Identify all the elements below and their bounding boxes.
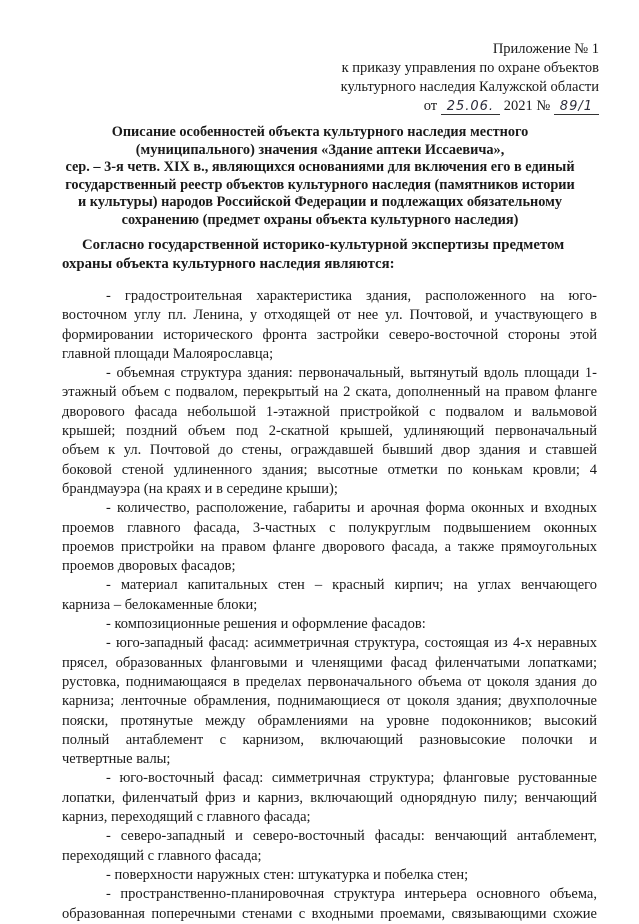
paragraph-line: карниза; ленточные обрамления, поднимающиеся от цоколя здания; двухполочные bbox=[62, 693, 597, 710]
paragraph-line: переходящий с главного фасада; bbox=[62, 847, 262, 864]
paragraph-line: - количество, расположение, габариты и арочная форма оконных и входных bbox=[106, 500, 597, 517]
list-item-paragraph bbox=[62, 827, 597, 866]
title-line: сер. – 3-я четв. XIX в., являющихся основаниями для включения его в единый bbox=[65, 159, 575, 175]
handwritten-number: 89/1 bbox=[554, 100, 599, 115]
paragraph-line: - северо-западный и северо-восточный фасады: венчающий антаблемент, bbox=[106, 828, 597, 845]
list-item-paragraph bbox=[82, 615, 597, 634]
paragraph-line: восточном углу пл. Ленина, у отходящей от нее ул. Почтовой, и участвующего в bbox=[62, 307, 597, 324]
year: 2021 bbox=[503, 98, 533, 114]
paragraph-line: этажный объем с подвалом, перекрытый на 2 ската, дополненный на правом фланге bbox=[62, 384, 597, 401]
paragraph-line: проемов дворовых фасадов; bbox=[62, 558, 236, 575]
paragraph-line: проемов пристройки на правом фланге дворового фасада, а также прямоугольных bbox=[62, 538, 597, 555]
paragraph-line: - композиционные решения и оформление фасадов: bbox=[106, 616, 426, 633]
list-item-paragraph bbox=[62, 576, 597, 615]
lead-statement bbox=[62, 236, 602, 274]
list-item-paragraph bbox=[62, 769, 597, 827]
list-item-paragraph bbox=[62, 499, 597, 576]
paragraph-line: карниза – белокаменные блоки; bbox=[62, 596, 258, 613]
paragraph-line: крышей; поздний объем под 2-скатной крышей, удлиняющий первоначальный bbox=[62, 423, 597, 440]
paragraph-line: проемов главного фасада, 3-частных с полукруглым подвышением оконных bbox=[62, 519, 597, 536]
appendix-date-line bbox=[299, 97, 599, 116]
paragraph-line: - пространственно-планировочная структура интерьера основного объема, bbox=[106, 886, 597, 903]
title-line: государственный реестр объектов культурного наследия (памятников истории bbox=[65, 176, 575, 193]
paragraph-line: рустовка, поднимающаяся в пределах первоначального объема от цоколя здания до bbox=[62, 673, 597, 690]
paragraph-line: образованная поперечными стенами с входными проемами, связывающими схожие bbox=[62, 905, 597, 922]
document-body bbox=[62, 287, 597, 924]
paragraph-line: - юго-восточный фасад: симметричная структура; фланговые рустованные bbox=[106, 770, 597, 787]
title-line: и культуры) народов Российской Федерации и подлежащих обязательному bbox=[77, 194, 563, 210]
paragraph-line: - поверхности наружных стен: штукатурка и побелка стен; bbox=[106, 866, 469, 883]
paragraph-line: - юго-западный фасад: асимметричная структура, состоящая из 4-х неравных bbox=[106, 635, 597, 652]
lead-line: охраны объекта культурного наследия являются: bbox=[62, 256, 395, 272]
appendix-line-1: Приложение № 1 bbox=[492, 41, 599, 57]
title-line: (муниципального) значения «Здание аптеки Иссаевича», bbox=[135, 141, 505, 158]
list-item-paragraph bbox=[62, 287, 597, 364]
title-line: Описание особенностей объекта культурного наследия местного bbox=[111, 124, 529, 140]
list-item-paragraph bbox=[82, 866, 597, 885]
paragraph-line: дворового фасада небольшой 1-этажной пристройкой с подвалом и вальмовой bbox=[62, 403, 597, 420]
paragraph-line: - градостроительная характеристика здания, расположенного на юго- bbox=[106, 288, 597, 304]
paragraph-line: брандмауэра (на краях и в середине крыши); bbox=[62, 480, 338, 497]
paragraph-line: объем к ул. Почтовой до стены, ограждавшей бывший двор здания и ставшей bbox=[62, 442, 597, 459]
paragraph-line: - объемная структура здания: первоначальный, вытянутый вдоль площади 1- bbox=[106, 365, 597, 382]
list-item-paragraph bbox=[62, 634, 597, 769]
appendix-line-3: культурного наследия Калужской области bbox=[340, 79, 599, 95]
appendix-header bbox=[299, 40, 599, 116]
document-title bbox=[60, 124, 580, 229]
paragraph-line: боковой стеной удлиненного здания; высотные отметки по конькам кровли; 4 bbox=[62, 461, 597, 478]
paragraph-line: четвертные валы; bbox=[62, 751, 171, 768]
handwritten-date: 25.06. bbox=[441, 100, 500, 115]
paragraph-line: пояски, протянутые между обрамлениями на уровне подоконников; высокий bbox=[62, 712, 597, 729]
paragraph-line: главной площади Малоярославца; bbox=[62, 345, 274, 362]
list-item-paragraph bbox=[62, 364, 597, 499]
date-prefix: от bbox=[423, 98, 438, 114]
paragraph-line: карниз, переходящий с главного фасада; bbox=[62, 809, 311, 826]
paragraph-line: - материал капитальных стен – красный кирпич; на углах венчающего bbox=[106, 577, 597, 594]
lead-line: Согласно государственной историко-культурной экспертизы предметом bbox=[82, 237, 565, 253]
paragraph-line: лопатки, филенчатый фриз и карниз, включающий однорядную пилу; венчающий bbox=[62, 789, 597, 806]
paragraph-line: прясел, образованных фланговыми и членящими фасад филенчатыми лопатками; bbox=[62, 654, 597, 671]
title-line: сохранению (предмет охраны объекта культурного наследия) bbox=[121, 211, 519, 228]
appendix-line-2: к приказу управления по охране объектов bbox=[341, 60, 599, 76]
paragraph-line: формировании исторического фронта застройки северо-восточной стороны этой bbox=[62, 326, 597, 343]
paragraph-line: полный антаблемент с карнизом, включающий разновысокие полочки и bbox=[62, 731, 597, 748]
number-prefix: № bbox=[536, 98, 551, 114]
